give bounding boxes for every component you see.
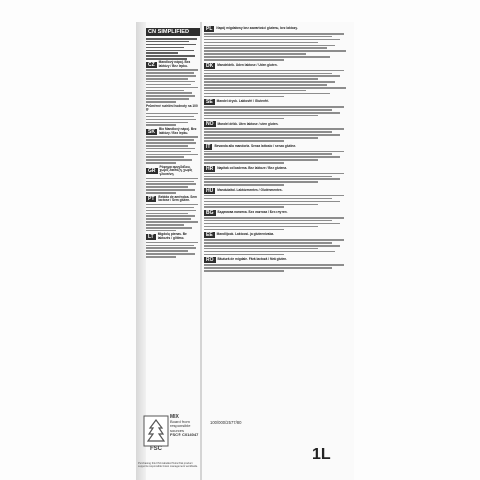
fsc-line3: sources [170, 427, 185, 433]
section-body [146, 69, 200, 102]
right-section [204, 166, 350, 186]
section-title: Mandel dryck. Laktosfri / Glutenfri. [216, 99, 270, 104]
section-title: Bevanda alla mandorla. Senza lattosio / senza glutine. [214, 143, 297, 148]
section-title: Mandel drikk. Uten laktose / uten gluten. [217, 121, 279, 126]
section-body [204, 128, 350, 141]
carton [136, 22, 354, 480]
language-badge: RO [206, 257, 214, 264]
language-badge: LT [148, 234, 154, 241]
section-body [204, 70, 350, 98]
language-badge: BG [206, 210, 214, 216]
right-section [204, 63, 350, 98]
right-sections [204, 26, 350, 272]
left-section [146, 196, 200, 232]
left-section [146, 105, 200, 126]
right-section [204, 144, 350, 164]
volume-label: 1L [312, 446, 331, 463]
left-sections [146, 61, 200, 258]
language-badge: CZ [148, 61, 155, 68]
section-body [146, 113, 200, 126]
left-column [146, 28, 200, 260]
fsc-line1: Board from [170, 418, 190, 424]
language-badge: IT [206, 143, 211, 150]
fsc-logo-text: FSC [150, 446, 162, 452]
right-section [204, 188, 350, 208]
section-title: Průměrné nutriční hodnoty na 100 g: [146, 103, 198, 112]
right-section [204, 232, 350, 255]
section-title: Napitak od badema. Bez laktoze / Bez glutena. [217, 165, 288, 170]
right-section [204, 210, 350, 230]
language-badge: PT [148, 196, 155, 203]
section-title: Mandlový nápoj. Bez laktózy / Bez lepku. [158, 60, 191, 68]
language-badge: PL [206, 26, 213, 32]
left-section [146, 233, 200, 257]
fsc-note: Purchasing this FSC-labelled Tetra Pak product supports responsible forest management worldwide. [138, 462, 198, 468]
language-badge: DK [206, 62, 214, 69]
language-badge: GR [148, 168, 156, 175]
section-body [146, 204, 200, 232]
language-badge: SE [206, 99, 213, 106]
section-body [204, 217, 350, 230]
section-title: Napój migdałowy bez zawartości glutenu, bez laktozy. [216, 26, 298, 31]
left-section [146, 128, 200, 164]
section-title: Mandulaital. Laktózmentes / Gluténmentes. [217, 188, 283, 193]
right-section [204, 121, 350, 141]
language-badge: HR [206, 165, 214, 172]
right-section [204, 26, 350, 61]
section-body [204, 33, 350, 61]
section-body [204, 264, 350, 271]
fsc-code: FSC® C014047 [170, 432, 199, 438]
section-title: Mandeldrik. Uden laktose / Uden gluten. [217, 62, 278, 67]
section-body [204, 239, 350, 255]
section-body [146, 136, 200, 164]
barcode-number: 100/000/2577/80 [210, 420, 242, 425]
section-body [146, 242, 200, 258]
section-title: Bio Mandlový nápoj. Bez laktózy / Bez lepku. [158, 127, 197, 135]
section-body [204, 173, 350, 186]
carton-edge [136, 22, 146, 480]
right-column [204, 26, 350, 274]
right-section [204, 257, 350, 271]
language-badge: SK [148, 128, 155, 135]
section-body [204, 151, 350, 164]
fsc-mix [170, 415, 198, 438]
section-title: Ρόφημα αμυγδάλου, χωρίς λακτόζη, χωρίς γλουτένη. [159, 164, 193, 177]
language-badge: NO [206, 121, 214, 128]
section-title: Bebida de amêndoa. Sem lactose / Sem glúten. [158, 194, 198, 203]
fsc-mix-title: MIX [170, 414, 179, 420]
section-title: Băutură de migdale. Fără lactoză / fără gluten. [217, 257, 288, 262]
left-section [146, 166, 200, 194]
carton-fold [200, 22, 202, 480]
language-badge: EE [206, 232, 213, 239]
fsc-line2: responsible [170, 423, 191, 429]
section-title: Migdolų pienas. Be laktozės / glitimo. [157, 232, 187, 241]
section-body [146, 178, 200, 194]
section-body [204, 195, 350, 208]
section-title: Mandlijook. Laktoosi- ja gluteenivaba. [216, 232, 275, 237]
left-section [146, 61, 200, 103]
section-title: Бадемова напитка. Без лактоза / Без глутен. [217, 210, 288, 215]
right-section [204, 99, 350, 119]
cn-label: CN SIMPLIFIED [146, 28, 200, 36]
language-badge: HU [206, 187, 214, 194]
section-body [204, 106, 350, 119]
cn-text [146, 38, 200, 60]
